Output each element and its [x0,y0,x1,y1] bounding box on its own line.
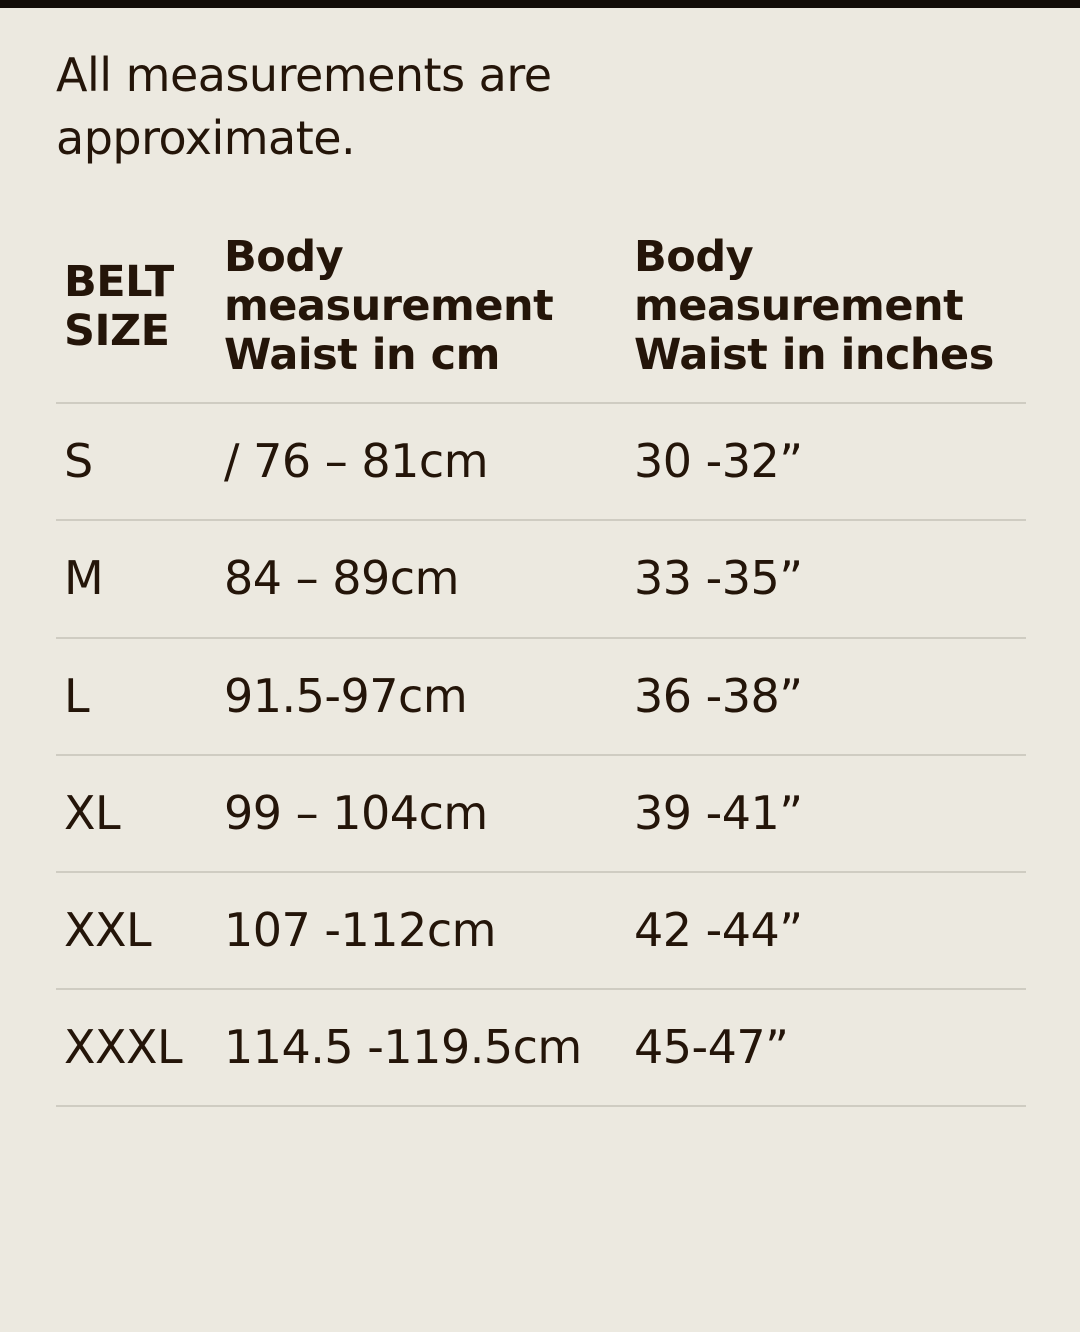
size-chart-table [56,233,1026,1107]
header-waist-inches: Body measurement Waist in inches [634,232,994,381]
cell-size: XXXL [56,989,224,1106]
cell-size: XL [56,755,224,872]
intro-text: All measurements are approximate. [56,48,552,165]
cell-size: XXL [56,872,224,989]
table-row [56,989,1026,1106]
top-edge-bar [0,0,1080,8]
cell-cm: 84 – 89cm [224,520,634,637]
table-header-row [56,233,1026,403]
cell-size: S [56,403,224,520]
header-belt-size: BELT SIZE [64,256,174,356]
cell-cm: 91.5-97cm [224,638,634,755]
cell-inches: 45-47” [634,989,1026,1106]
table-row [56,520,1026,637]
table-row [56,755,1026,872]
cell-inches: 33 -35” [634,520,1026,637]
size-chart-page [0,8,1080,1332]
cell-size: M [56,520,224,637]
cell-cm: 107 -112cm [224,872,634,989]
cell-cm: 99 – 104cm [224,755,634,872]
table-row [56,872,1026,989]
table-row [56,403,1026,520]
table-body [56,403,1026,1106]
cell-cm: / 76 – 81cm [224,403,634,520]
bottom-edge [0,1306,1080,1332]
cell-size: L [56,638,224,755]
cell-inches: 36 -38” [634,638,1026,755]
table-row [56,638,1026,755]
cell-inches: 39 -41” [634,755,1026,872]
header-waist-cm: Body measurement Waist in cm [224,232,554,381]
cell-inches: 30 -32” [634,403,1026,520]
cell-inches: 42 -44” [634,872,1026,989]
cell-cm: 114.5 -119.5cm [224,989,634,1106]
